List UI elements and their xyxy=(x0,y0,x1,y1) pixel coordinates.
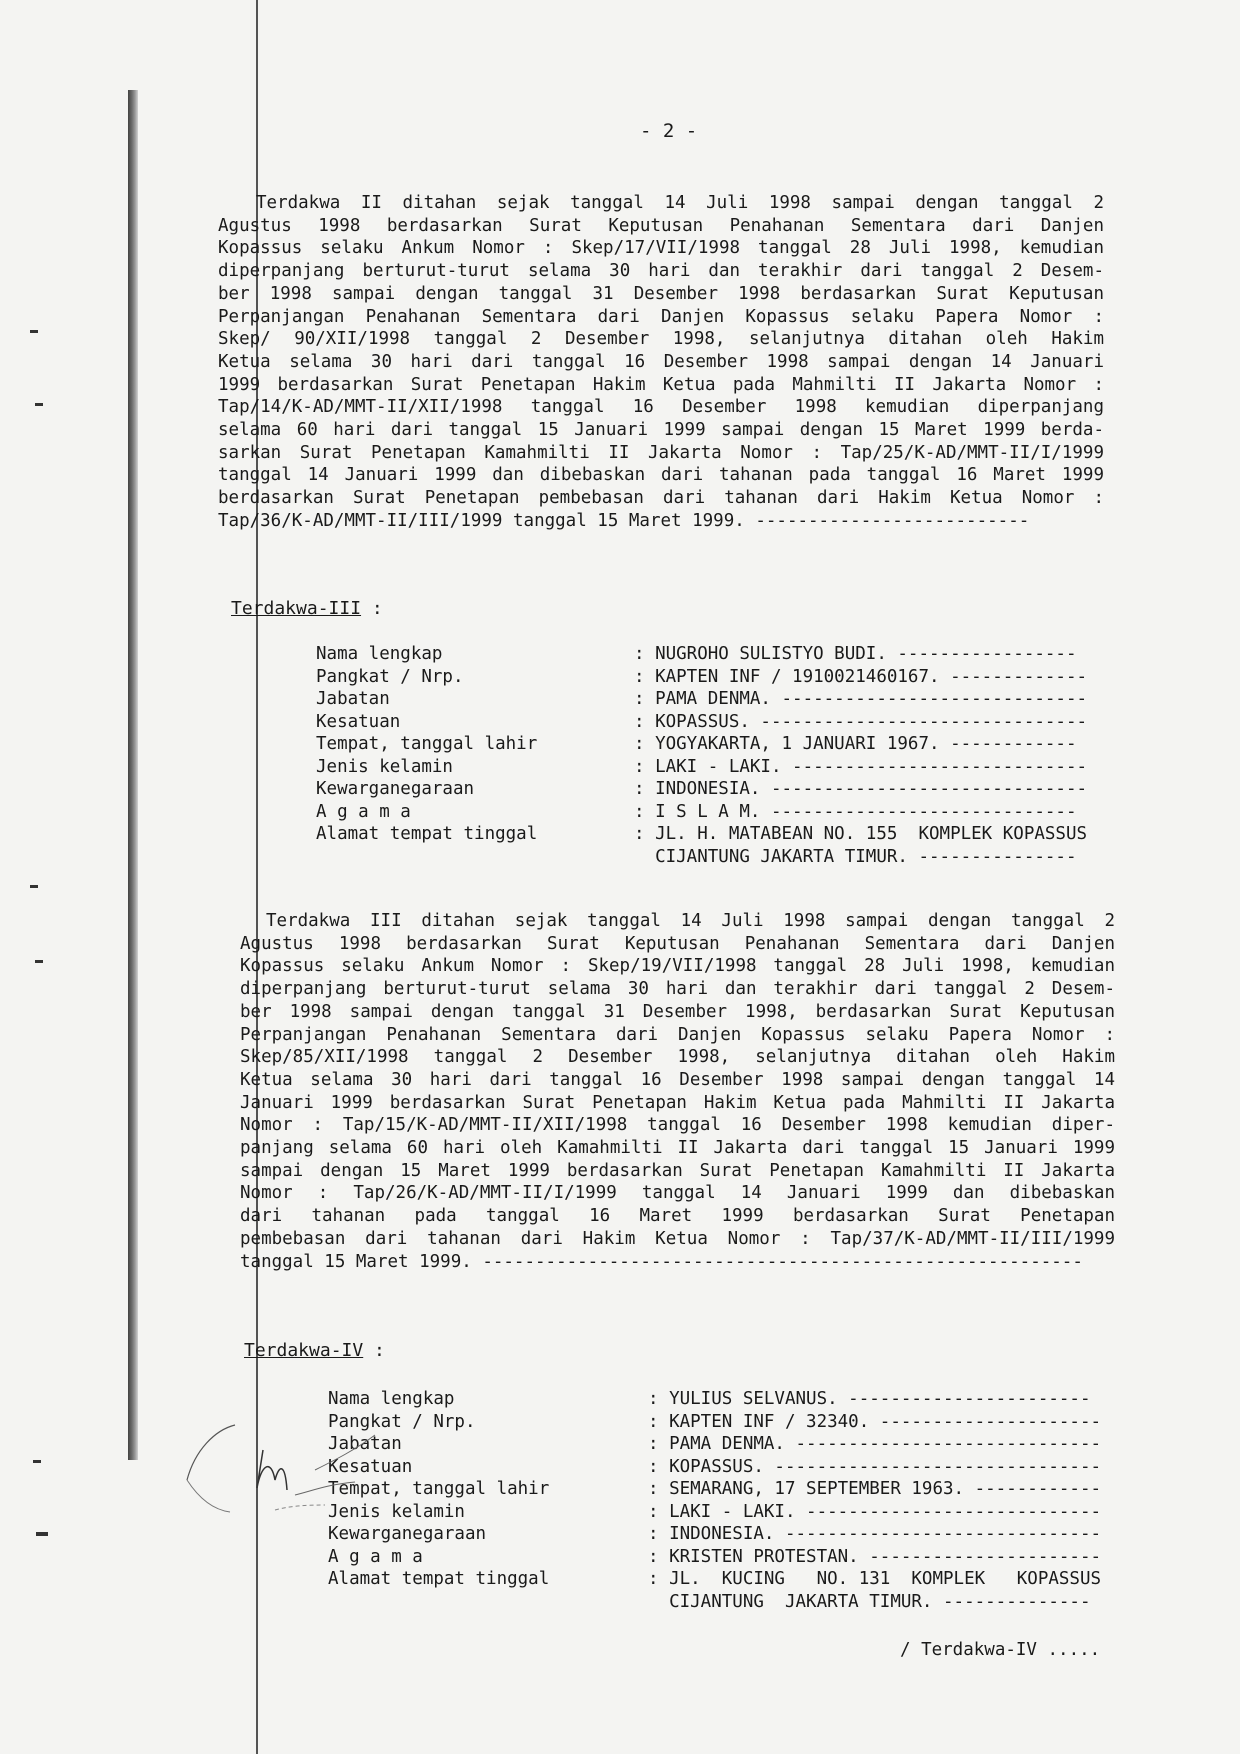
paragraph-line: selama 60 hari dari tanggal 15 Januari 1999 sampai dengan 15 Maret 1999 berda- xyxy=(218,420,1104,441)
paragraph-line: sarkan Surat Penetapan Kamahmilti II Jakarta Nomor : Tap/25/K-AD/MMT-II/I/1999 xyxy=(218,442,1104,463)
paragraph-line: Tap/36/K-AD/MMT-II/III/1999 tanggal 15 Maret 1999. -------------------------- xyxy=(218,510,1030,531)
scan-speck xyxy=(33,1460,41,1463)
paragraph-line: Tap/14/K-AD/MMT-II/XII/1998 tanggal 16 Desember 1998 kemudian diperpanjang xyxy=(218,397,1104,418)
paragraph-line: Kopassus selaku Ankum Nomor : Skep/17/VII/1998 tanggal 28 Juli 1998, kemudian xyxy=(218,238,1104,259)
paragraph-line: Perpanjangan Penahanan Sementara dari Danjen Kopassus selaku Papera Nomor : xyxy=(240,1024,1115,1045)
heading-colon: : xyxy=(363,1340,385,1361)
scan-speck xyxy=(30,330,38,333)
identity-field-value: : LAKI - LAKI. ---------------------------- xyxy=(648,1501,1102,1522)
identity-field-label: Kewarganegaraan xyxy=(316,779,475,799)
paragraph-line: Skep/ 90/XII/1998 tanggal 2 Desember 1998, selanjutnya ditahan oleh Hakim xyxy=(218,329,1104,350)
identity-field-value: CIJANTUNG JAKARTA TIMUR. --------------- xyxy=(634,846,1077,867)
paragraph-line: Januari 1999 berdasarkan Surat Penetapan Hakim Ketua pada Mahmilti II Jakarta xyxy=(240,1092,1115,1113)
paragraph-line: Nomor : Tap/15/K-AD/MMT-II/XII/1998 tanggal 16 Desember 1998 kemudian diper- xyxy=(240,1115,1115,1136)
identity-field-value: : SEMARANG, 17 SEPTEMBER 1963. ------------ xyxy=(648,1479,1102,1499)
identity-field-value: : KOPASSUS. ------------------------------- xyxy=(634,711,1088,732)
identity-field-label: A g a m a xyxy=(316,801,411,822)
identity-field-label: Pangkat / Nrp. xyxy=(328,1411,476,1432)
identity-field-label: Nama lengkap xyxy=(316,644,443,664)
identity-field-value: : KRISTEN PROTESTAN. ---------------------- xyxy=(648,1546,1102,1567)
scan-speck xyxy=(35,960,43,963)
identity-field-label: Tempat, tanggal lahir xyxy=(328,1479,550,1499)
identity-field-label: Nama lengkap xyxy=(328,1389,455,1409)
paragraph-line: Skep/85/XII/1998 tanggal 2 Desember 1998, selanjutnya ditahan oleh Hakim xyxy=(240,1047,1115,1068)
identity-field-label: Pangkat / Nrp. xyxy=(316,666,464,687)
identity-field-value: : YOGYAKARTA, 1 JANUARI 1967. ------------ xyxy=(634,734,1077,754)
identity-field-value: : YULIUS SELVANUS. ----------------------- xyxy=(648,1389,1091,1409)
identity-field-value: CIJANTUNG JAKARTA TIMUR. -------------- xyxy=(648,1591,1091,1612)
continuation-note: / Terdakwa-IV ..... xyxy=(900,1640,1101,1660)
paragraph-line: berdasarkan Surat Penetapan pembebasan dari tahanan dari Hakim Ketua Nomor : xyxy=(218,488,1104,509)
identity-field-value: : INDONESIA. ------------------------------ xyxy=(648,1524,1102,1544)
identity-field-label: Kewarganegaraan xyxy=(328,1524,487,1544)
identity-field-label: Jenis kelamin xyxy=(328,1501,465,1522)
identity-field-value: : PAMA DENMA. ----------------------------- xyxy=(634,689,1088,709)
identity-field-value: : PAMA DENMA. ----------------------------- xyxy=(648,1434,1102,1454)
scan-binding-edge xyxy=(128,90,138,1460)
heading-text: Terdakwa-III xyxy=(231,598,362,619)
paragraph-line: Ketua selama 30 hari dari tanggal 16 Desember 1998 sampai dengan 14 Januari xyxy=(218,351,1104,372)
paragraph-line: Ketua selama 30 hari dari tanggal 16 Desember 1998 sampai dengan tanggal 14 xyxy=(240,1069,1115,1090)
paragraph-line: Agustus 1998 berdasarkan Surat Keputusan Penahanan Sementara dari Danjen xyxy=(218,215,1104,236)
identity-field-value: : JL. KUCING NO. 131 KOMPLEK KOPASSUS xyxy=(648,1569,1102,1589)
detention-paragraph-defendant-2 xyxy=(218,192,1104,533)
handwritten-initial-signature xyxy=(175,1410,455,1530)
identity-field-label: A g a m a xyxy=(328,1546,423,1567)
paragraph-line: ber 1998 sampai dengan tanggal 31 Desember 1998 berdasarkan Surat Keputusan xyxy=(218,283,1104,304)
heading-colon: : xyxy=(361,598,383,619)
paragraph-line: tanggal 14 Januari 1999 dan dibebaskan dari tahanan pada tanggal 16 Maret 1999 xyxy=(218,465,1104,486)
paragraph-line: panjang selama 60 hari oleh Kamahmilti II Jakarta dari tanggal 15 Januari 1999 xyxy=(240,1138,1115,1159)
identity-field-label: Jabatan xyxy=(328,1434,402,1454)
identity-field-value: : LAKI - LAKI. ---------------------------- xyxy=(634,756,1088,777)
paragraph-line: dari tahanan pada tanggal 16 Maret 1999 berdasarkan Surat Penetapan xyxy=(240,1206,1115,1227)
paragraph-line: Agustus 1998 berdasarkan Surat Keputusan Penahanan Sementara dari Danjen xyxy=(240,933,1115,954)
identity-field-label: Tempat, tanggal lahir xyxy=(316,734,538,754)
identity-field-label: Kesatuan xyxy=(328,1456,413,1477)
paragraph-line: 1999 berdasarkan Surat Penetapan Hakim Ketua pada Mahmilti II Jakarta Nomor : xyxy=(218,374,1104,395)
scan-speck xyxy=(30,885,38,888)
paragraph-line: diperpanjang berturut-turut selama 30 hari dan terakhir dari tanggal 2 Desem- xyxy=(240,979,1115,1000)
paragraph-line: ber 1998 sampai dengan tanggal 31 Desember 1998, berdasarkan Surat Keputusan xyxy=(240,1001,1115,1022)
section-heading-defendant-4 xyxy=(244,1340,385,1361)
scan-speck xyxy=(35,403,43,406)
paragraph-line: Nomor : Tap/26/K-AD/MMT-II/I/1999 tanggal 14 Januari 1999 dan dibebaskan xyxy=(240,1183,1115,1204)
identity-field-value: : I S L A M. ----------------------------- xyxy=(634,801,1077,822)
identity-field-value: : JL. H. MATABEAN NO. 155 KOMPLEK KOPASSUS xyxy=(634,824,1088,844)
page-number: - 2 - xyxy=(640,120,698,142)
paragraph-line: pembebasan dari tahanan dari Hakim Ketua Nomor : Tap/37/K-AD/MMT-II/III/1999 xyxy=(240,1228,1115,1249)
paragraph-line: diperpanjang berturut-turut selama 30 hari dan terakhir dari tanggal 2 Desem- xyxy=(218,261,1104,282)
section-heading-defendant-3 xyxy=(231,598,383,619)
identity-field-label: Jenis kelamin xyxy=(316,756,453,777)
identity-field-label: Kesatuan xyxy=(316,711,401,732)
identity-field-label: Jabatan xyxy=(316,689,390,709)
identity-field-value: : KAPTEN INF / 1910021460167. ------------- xyxy=(634,666,1088,687)
scan-speck xyxy=(36,1532,48,1536)
identity-field-label: Alamat tempat tinggal xyxy=(316,824,538,844)
identity-field-value: : INDONESIA. ------------------------------ xyxy=(634,779,1088,799)
identity-field-value: : KAPTEN INF / 32340. --------------------- xyxy=(648,1411,1102,1432)
identity-field-value: : NUGROHO SULISTYO BUDI. ----------------- xyxy=(634,644,1077,664)
paragraph-line: tanggal 15 Maret 1999. --------------------------------------------------------- xyxy=(240,1251,1083,1272)
identity-field-value: : KOPASSUS. ------------------------------- xyxy=(648,1456,1102,1477)
paragraph-line: Perpanjangan Penahanan Sementara dari Danjen Kopassus selaku Papera Nomor : xyxy=(218,306,1104,327)
identity-field-label: Alamat tempat tinggal xyxy=(328,1569,550,1589)
paragraph-line: Terdakwa II ditahan sejak tanggal 14 Juli 1998 sampai dengan tanggal 2 xyxy=(256,193,1104,213)
heading-text: Terdakwa-IV xyxy=(244,1340,364,1361)
paragraph-line: Terdakwa III ditahan sejak tanggal 14 Juli 1998 sampai dengan tanggal 2 xyxy=(266,911,1115,931)
paragraph-line: sampai dengan 15 Maret 1999 berdasarkan Surat Penetapan Kamahmilti II Jakarta xyxy=(240,1160,1115,1181)
paragraph-line: Kopassus selaku Ankum Nomor : Skep/19/VII/1998 tanggal 28 Juli 1998, kemudian xyxy=(240,956,1115,977)
detention-paragraph-defendant-3 xyxy=(240,910,1115,1273)
